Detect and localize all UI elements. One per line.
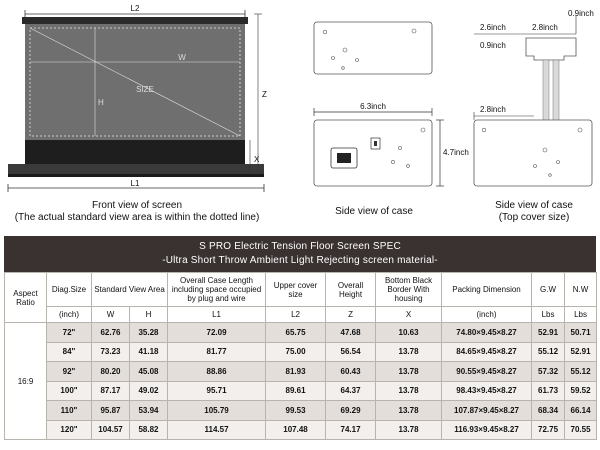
h-label: H xyxy=(98,98,104,107)
table-row xyxy=(5,420,597,440)
cell-l2: 99.53 xyxy=(266,401,326,421)
cell-w: 104.57 xyxy=(92,420,130,440)
l1-unit: L1 xyxy=(168,307,266,323)
table-row xyxy=(5,323,597,343)
cell-z: 69.29 xyxy=(326,401,376,421)
w-label: W xyxy=(178,53,186,62)
cell-gw: 68.34 xyxy=(532,401,565,421)
l2-unit: L2 xyxy=(266,307,326,323)
case-height-label: 4.7inch xyxy=(443,148,469,157)
table-row xyxy=(5,401,597,421)
front-view-drawing xyxy=(8,4,267,192)
cell-diag: 100" xyxy=(47,381,92,401)
cell-gw: 57.32 xyxy=(532,362,565,382)
aspect-ratio-header: Aspect Ratio xyxy=(5,273,47,323)
cell-z: 64.37 xyxy=(326,381,376,401)
cell-packing: 84.65×9.45×8.27 xyxy=(442,342,532,362)
packing-dimension-header: Packing Dimension xyxy=(442,273,532,307)
cell-h: 58.82 xyxy=(130,420,168,440)
table-row xyxy=(5,362,597,382)
cell-gw: 61.73 xyxy=(532,381,565,401)
standard-view-area-header: Standard View Area xyxy=(92,273,168,307)
cell-w: 80.20 xyxy=(92,362,130,382)
w-unit: W xyxy=(92,307,130,323)
cell-packing: 107.87×9.45×8.27 xyxy=(442,401,532,421)
cell-l1: 114.57 xyxy=(168,420,266,440)
cell-diag: 84" xyxy=(47,342,92,362)
bottom-black-border xyxy=(25,140,245,164)
dim-2-6-label: 2.6inch xyxy=(480,23,506,32)
cell-nw: 59.52 xyxy=(565,381,597,401)
top-cover-caption-title: Side view of case xyxy=(495,200,573,211)
support-pole-left xyxy=(543,60,549,122)
nw-header: N.W xyxy=(565,273,597,307)
front-view-caption-title: Front view of screen xyxy=(91,200,183,211)
cell-w: 87.17 xyxy=(92,381,130,401)
cell-l1: 81.77 xyxy=(168,342,266,362)
cell-gw: 72.75 xyxy=(532,420,565,440)
table-row xyxy=(5,381,597,401)
spec-subtitle: -Ultra Short Throw Ambient Light Rejecting screen material- xyxy=(162,255,438,266)
cell-nw: 70.55 xyxy=(565,420,597,440)
l1-label: L1 xyxy=(130,179,140,188)
dim-2-8-top-label: 2.8inch xyxy=(532,23,558,32)
cell-l1: 105.79 xyxy=(168,401,266,421)
cell-h: 35.28 xyxy=(130,323,168,343)
cell-x: 13.78 xyxy=(376,381,442,401)
cell-diag: 72" xyxy=(47,323,92,343)
diag-unit: (inch) xyxy=(47,307,92,323)
cell-x: 13.78 xyxy=(376,420,442,440)
cell-z: 74.17 xyxy=(326,420,376,440)
table-row xyxy=(5,342,597,362)
cell-x: 13.78 xyxy=(376,401,442,421)
cell-packing: 90.55×9.45×8.27 xyxy=(442,362,532,382)
top-cover-plate xyxy=(526,38,576,60)
cell-w: 73.23 xyxy=(92,342,130,362)
cell-x: 13.78 xyxy=(376,342,442,362)
h-unit: H xyxy=(130,307,168,323)
cell-h: 45.08 xyxy=(130,362,168,382)
x-label: X xyxy=(254,155,260,164)
spec-table xyxy=(4,272,597,440)
top-cover-drawing xyxy=(474,9,594,186)
cell-l1: 88.86 xyxy=(168,362,266,382)
spec-table-panel xyxy=(4,236,596,447)
cell-diag: 120" xyxy=(47,420,92,440)
top-cover-caption-note: (Top cover size) xyxy=(498,212,570,223)
cell-packing: 116.93×9.45×8.27 xyxy=(442,420,532,440)
cell-nw: 52.91 xyxy=(565,342,597,362)
cell-h: 41.18 xyxy=(130,342,168,362)
cell-l1: 95.71 xyxy=(168,381,266,401)
nw-unit: Lbs xyxy=(565,307,597,323)
spec-header xyxy=(4,236,596,272)
cell-l2: 81.93 xyxy=(266,362,326,382)
cell-packing: 98.43×9.45×8.27 xyxy=(442,381,532,401)
case-width-label: 6.3inch xyxy=(360,102,386,111)
front-view-caption xyxy=(6,200,268,224)
cell-w: 62.76 xyxy=(92,323,130,343)
z-unit: Z xyxy=(326,307,376,323)
cell-h: 53.94 xyxy=(130,401,168,421)
screen-top-bar xyxy=(22,17,248,24)
cell-diag: 92" xyxy=(47,362,92,382)
aspect-ratio-value: 16:9 xyxy=(5,323,47,440)
support-pole-right xyxy=(553,60,559,122)
side-view-drawing xyxy=(314,22,469,186)
cell-z: 47.68 xyxy=(326,323,376,343)
cell-x: 10.63 xyxy=(376,323,442,343)
cell-w: 95.87 xyxy=(92,401,130,421)
screen-housing xyxy=(8,164,264,174)
cell-gw: 55.12 xyxy=(532,342,565,362)
cell-gw: 52.91 xyxy=(532,323,565,343)
cell-z: 56.54 xyxy=(326,342,376,362)
overall-case-length-header: Overall Case Length including space occupied by plug and wire xyxy=(168,273,266,307)
dim-0-9-left-label: 0.9inch xyxy=(480,41,506,50)
cell-nw: 55.12 xyxy=(565,362,597,382)
spec-header-row xyxy=(5,273,597,307)
cell-x: 13.78 xyxy=(376,362,442,382)
packing-unit: (inch) xyxy=(442,307,532,323)
dim-0-9-top-label: 0.9inch xyxy=(568,9,594,18)
front-view-caption-note: (The actual standard view area is within the dotted line) xyxy=(14,212,260,223)
upper-cover-size-header: Upper cover size xyxy=(266,273,326,307)
top-cover-case-outline xyxy=(474,120,592,186)
cell-l2: 65.75 xyxy=(266,323,326,343)
cell-z: 60.43 xyxy=(326,362,376,382)
dim-2-8-bottom-label: 2.8inch xyxy=(480,105,506,114)
cell-l2: 75.00 xyxy=(266,342,326,362)
size-label: SIZE xyxy=(136,85,154,94)
spec-table-body xyxy=(5,323,597,440)
cell-l2: 89.61 xyxy=(266,381,326,401)
spec-units-row xyxy=(5,307,597,323)
bottom-black-border-header: Bottom Black Border With housing xyxy=(376,273,442,307)
gw-header: G.W xyxy=(532,273,565,307)
side-view-caption: Side view of case xyxy=(335,206,413,217)
z-label: Z xyxy=(262,90,267,99)
cell-packing: 74.80×9.45×8.27 xyxy=(442,323,532,343)
cell-h: 49.02 xyxy=(130,381,168,401)
cell-nw: 50.71 xyxy=(565,323,597,343)
cell-nw: 66.14 xyxy=(565,401,597,421)
cell-l1: 72.09 xyxy=(168,323,266,343)
cell-l2: 107.48 xyxy=(266,420,326,440)
l2-label: L2 xyxy=(130,4,140,13)
x-unit: X xyxy=(376,307,442,323)
diag-size-header: Diag.Size xyxy=(47,273,92,307)
overall-height-header: Overall Height xyxy=(326,273,376,307)
spec-title: S PRO Electric Tension Floor Screen SPEC xyxy=(199,241,401,252)
case-upper-outline xyxy=(314,22,432,74)
cell-diag: 110" xyxy=(47,401,92,421)
gw-unit: Lbs xyxy=(532,307,565,323)
top-cover-caption xyxy=(474,200,594,224)
